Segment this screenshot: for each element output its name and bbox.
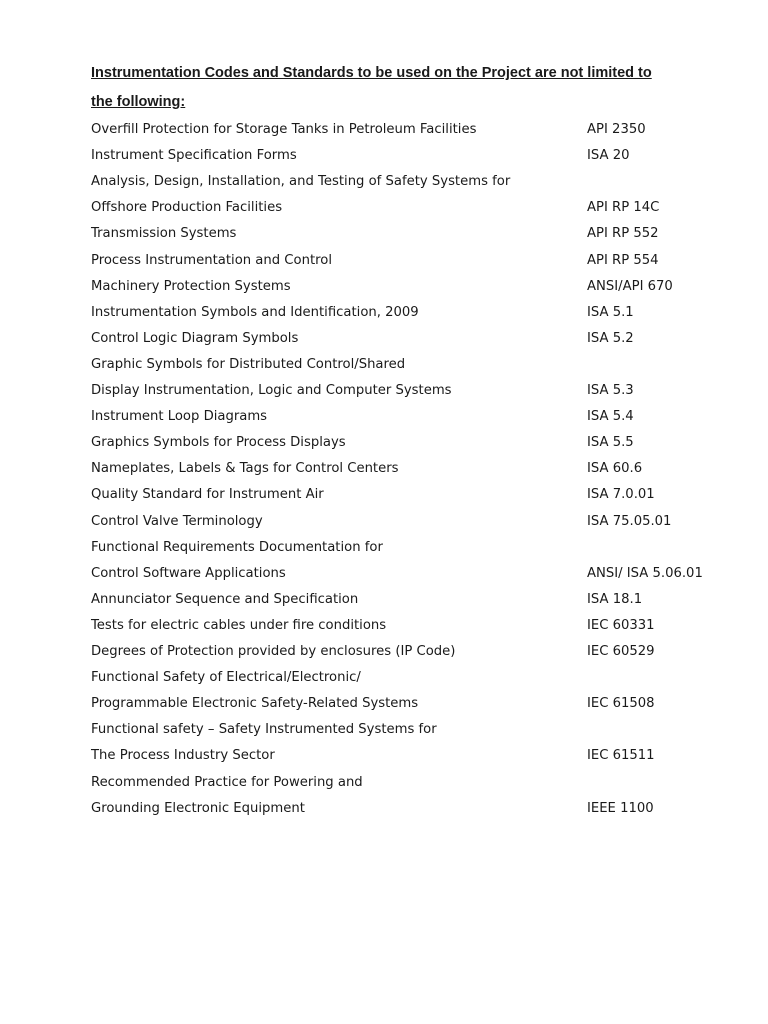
standard-code: ISA 18.1 bbox=[587, 591, 643, 607]
standard-title: Display Instrumentation, Logic and Computer Systems bbox=[91, 383, 452, 398]
standard-row bbox=[91, 251, 711, 271]
standard-title: Overfill Protection for Storage Tanks in Petroleum Facilities bbox=[91, 122, 477, 137]
standard-code: IEC 61508 bbox=[587, 696, 655, 712]
standard-row bbox=[91, 720, 711, 740]
standard-row bbox=[91, 485, 711, 505]
standard-title: Functional safety – Safety Instrumented Systems for bbox=[91, 722, 437, 738]
standard-title: Grounding Electronic Equipment bbox=[91, 800, 305, 816]
standard-row bbox=[91, 590, 711, 610]
standard-row bbox=[91, 355, 711, 375]
standard-title: Control Logic Diagram Symbols bbox=[91, 330, 299, 346]
standard-title: Recommended Practice for Powering and bbox=[91, 774, 363, 790]
standard-code: ANSI/API 670 bbox=[587, 278, 673, 294]
standard-code: API 2350 bbox=[587, 122, 646, 137]
standard-code: ISA 20 bbox=[587, 148, 630, 164]
standard-title: Offshore Production Facilities bbox=[91, 200, 283, 216]
standard-row bbox=[91, 172, 711, 192]
standard-title: Control Software Applications bbox=[91, 565, 286, 581]
standard-code: ISA 5.2 bbox=[587, 330, 634, 346]
standard-row bbox=[91, 329, 711, 349]
standard-row bbox=[91, 303, 711, 323]
standard-title: Annunciator Sequence and Specification bbox=[91, 591, 359, 607]
standard-row bbox=[91, 433, 711, 453]
standard-code: API RP 554 bbox=[587, 252, 659, 268]
standard-title: Transmission Systems bbox=[91, 226, 237, 242]
standard-title: Analysis, Design, Installation, and Testing of Safety Systems for bbox=[91, 174, 511, 190]
standard-row bbox=[91, 668, 711, 688]
standard-row bbox=[91, 642, 711, 662]
standard-code: IEC 60529 bbox=[587, 644, 655, 659]
standard-code: IEEE 1100 bbox=[587, 800, 654, 816]
standard-code: API RP 14C bbox=[587, 200, 660, 216]
document-heading-line-1: Instrumentation Codes and Standards to be used on the Project are not limited to bbox=[91, 65, 652, 81]
standard-code: ISA 5.4 bbox=[587, 409, 634, 425]
standard-row bbox=[91, 224, 711, 244]
standard-row bbox=[91, 277, 711, 297]
standard-row bbox=[91, 564, 711, 584]
standard-title: Instrument Loop Diagrams bbox=[91, 409, 268, 425]
standard-code: ISA 75.05.01 bbox=[587, 513, 672, 529]
standard-title: Graphic Symbols for Distributed Control/Shared bbox=[91, 356, 406, 372]
standard-code: ISA 60.6 bbox=[587, 461, 643, 477]
standard-row bbox=[91, 616, 711, 636]
standard-row bbox=[91, 694, 711, 714]
standard-code: IEC 61511 bbox=[587, 748, 655, 764]
standard-row bbox=[91, 120, 711, 140]
standard-title: Graphics Symbols for Process Displays bbox=[91, 435, 346, 451]
standard-title: Programmable Electronic Safety-Related Systems bbox=[91, 696, 419, 712]
standard-code: ISA 7.0.01 bbox=[587, 487, 655, 503]
standard-title: Process Instrumentation and Control bbox=[91, 252, 332, 268]
standard-row bbox=[91, 459, 711, 479]
standard-row bbox=[91, 146, 711, 166]
standard-title: Control Valve Terminology bbox=[91, 513, 263, 529]
standard-row bbox=[91, 407, 711, 427]
standard-row bbox=[91, 538, 711, 558]
standard-title: Degrees of Protection provided by enclosures (IP Code) bbox=[91, 644, 456, 659]
standard-title: Tests for electric cables under fire conditions bbox=[91, 617, 387, 633]
standard-title: Functional Safety of Electrical/Electronic/ bbox=[91, 670, 361, 686]
standard-title: Functional Requirements Documentation for bbox=[91, 539, 383, 555]
standard-title: Quality Standard for Instrument Air bbox=[91, 487, 324, 503]
standard-title: Instrument Specification Forms bbox=[91, 148, 297, 164]
standard-title: Instrumentation Symbols and Identification, 2009 bbox=[91, 304, 419, 320]
standard-code: ISA 5.5 bbox=[587, 435, 634, 451]
standard-row bbox=[91, 773, 711, 793]
standard-title: Machinery Protection Systems bbox=[91, 278, 291, 294]
standard-title: Nameplates, Labels & Tags for Control Centers bbox=[91, 461, 399, 477]
standard-code: ANSI/ ISA 5.06.01 bbox=[587, 565, 703, 581]
standard-title: The Process Industry Sector bbox=[91, 748, 275, 764]
standard-code: ISA 5.3 bbox=[587, 383, 634, 398]
standard-row bbox=[91, 381, 711, 401]
standard-code: IEC 60331 bbox=[587, 617, 655, 633]
standard-code: ISA 5.1 bbox=[587, 304, 634, 320]
standard-row bbox=[91, 198, 711, 218]
standard-code: API RP 552 bbox=[587, 226, 659, 242]
document-heading-line-2: the following: bbox=[91, 94, 186, 110]
standard-row bbox=[91, 799, 711, 819]
standard-row bbox=[91, 512, 711, 532]
standard-row bbox=[91, 746, 711, 766]
